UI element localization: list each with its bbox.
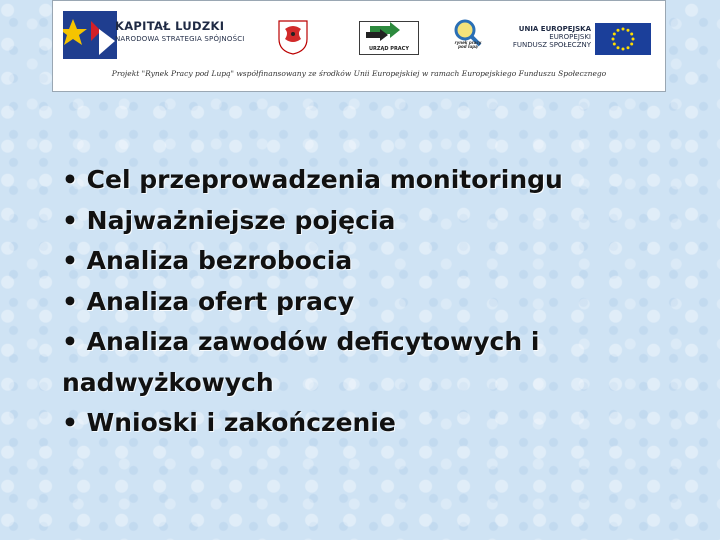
kapital-ludzki-logo	[63, 11, 117, 59]
urzad-pracy-label: URZĄD PRACY	[369, 46, 409, 52]
voivodeship-crest-icon	[277, 19, 309, 55]
urzad-pracy-arrows-icon	[360, 22, 418, 46]
agenda-item-3: • Analiza bezrobocia	[62, 246, 353, 275]
agenda-item-4: • Analiza ofert pracy	[62, 286, 355, 316]
header-banner	[52, 0, 666, 92]
rynek-pracy-label: rynek pracy pod lupą	[454, 40, 482, 49]
eu-line-3: FUNDUSZ SPOŁECZNY	[512, 41, 591, 49]
eu-flag-icon	[595, 23, 651, 55]
agenda-list	[62, 160, 682, 444]
agenda-item-1: • Cel przeprowadzenia monitoringu	[62, 165, 563, 194]
agenda-item-6: • Wnioski i zakończenie	[62, 408, 396, 437]
eu-line-1: UNIA EUROPEJSKA	[518, 25, 591, 33]
kapital-ludzki-subtitle: NARODOWA STRATEGIA SPÓJNOŚCI	[115, 35, 245, 43]
agenda-item-5: • Analiza zawodów deficytowych i nadwyżkowych	[62, 327, 540, 397]
kapital-ludzki-title: KAPITAŁ LUDZKI	[115, 19, 225, 33]
magnifier-logo-icon	[451, 19, 483, 59]
eu-text	[507, 25, 591, 49]
agenda-item-2: • Najważniejsze pojęcia	[62, 205, 396, 235]
project-funding-line: Projekt "Rynek Pracy pod Lupą" współfinansowany ze środków Unii Europejskiej w ramach Europejskiego Funduszu Społecznego	[111, 69, 607, 78]
eu-line-2: EUROPEJSKI	[549, 33, 591, 41]
urzad-pracy-logo	[359, 21, 419, 55]
